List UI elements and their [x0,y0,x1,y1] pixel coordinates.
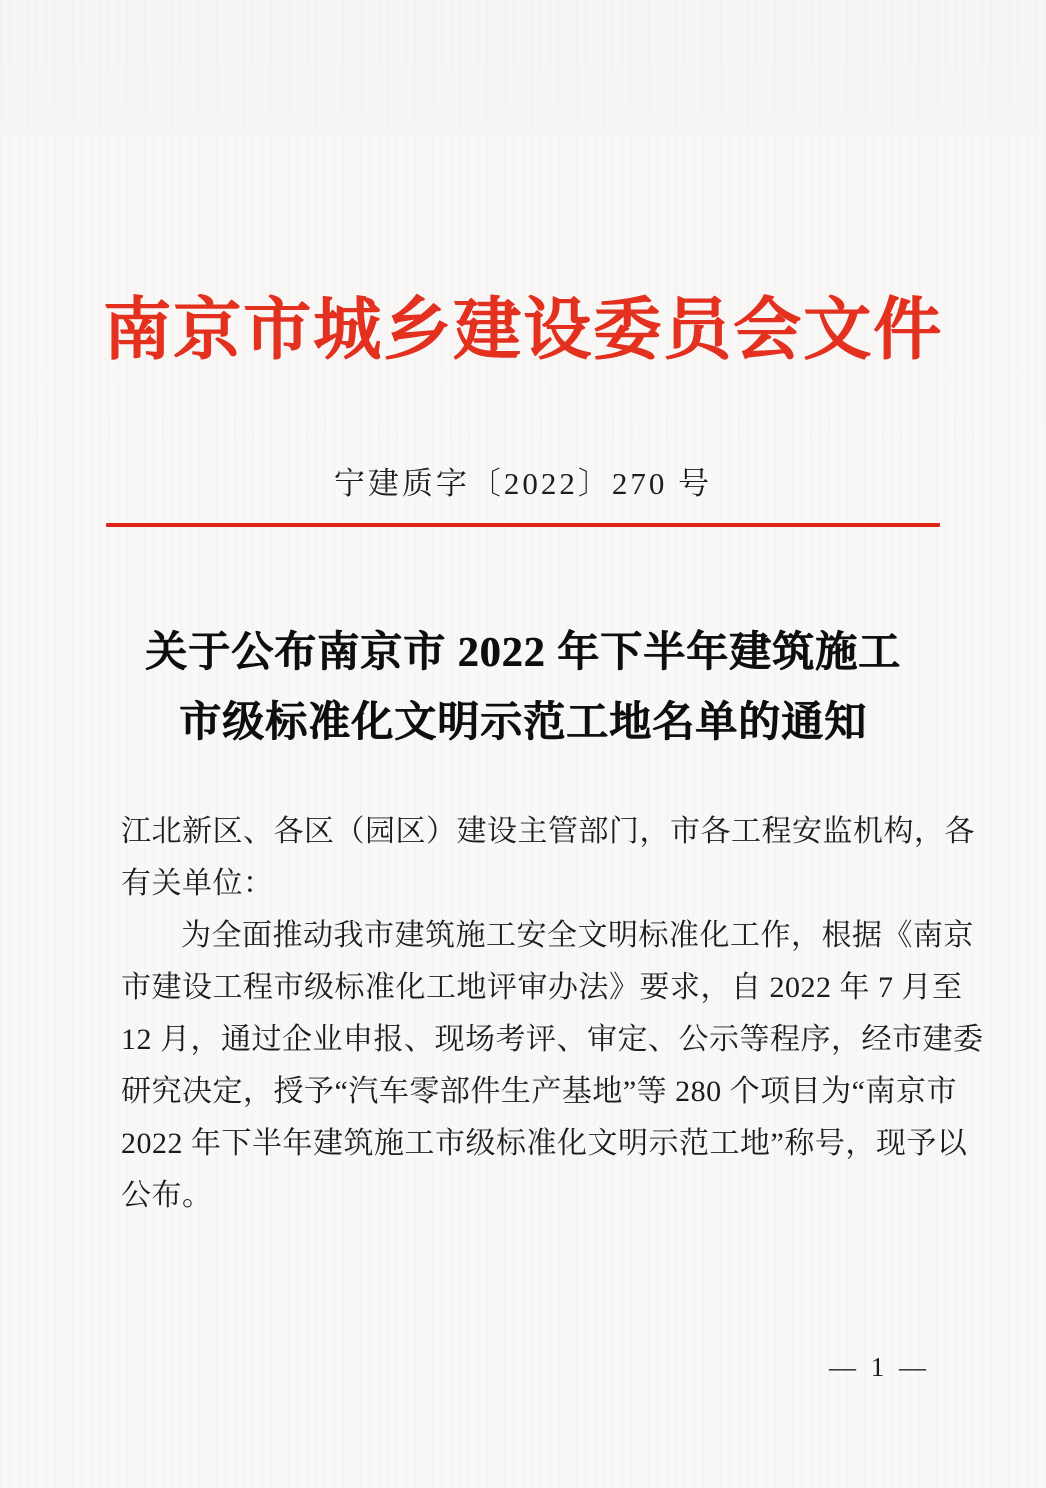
body-line: 为全面推动我市建筑施工安全文明标准化工作，根据《南京 [181,919,974,952]
body-line: 研究决定，授予“汽车零部件生产基地”等 280 个项目为“南京市 [121,1075,957,1108]
body-line: 12 月，通过企业申报、现场考评、审定、公示等程序，经市建委 [121,1023,984,1056]
document-title [0,618,1046,758]
document-title-line-1: 关于公布南京市 2022 年下半年建筑施工 [144,630,901,676]
letterhead-org-title: 南京市城乡建设委员会文件 [102,292,943,368]
letterhead-divider-rule [106,523,940,527]
body-line: 有关单位： [121,867,274,900]
document-title-line-2: 市级标准化文明示范工地名单的通知 [178,700,867,746]
body-line: 2022 年下半年建筑施工市级标准化文明示范工地”称号，现予以 [121,1127,968,1160]
document-reference-number: 宁建质字〔2022〕270 号 [333,466,713,501]
body-line: 公布。 [121,1179,213,1212]
body-line: 江北新区、各区（园区）建设主管部门，市各工程安监机构，各 [121,815,975,848]
page-number: — 1 — [829,1352,930,1382]
body-line: 市建设工程市级标准化工地评审办法》要求，自 2022 年 7 月至 [121,971,963,1004]
document-body [121,806,984,1222]
